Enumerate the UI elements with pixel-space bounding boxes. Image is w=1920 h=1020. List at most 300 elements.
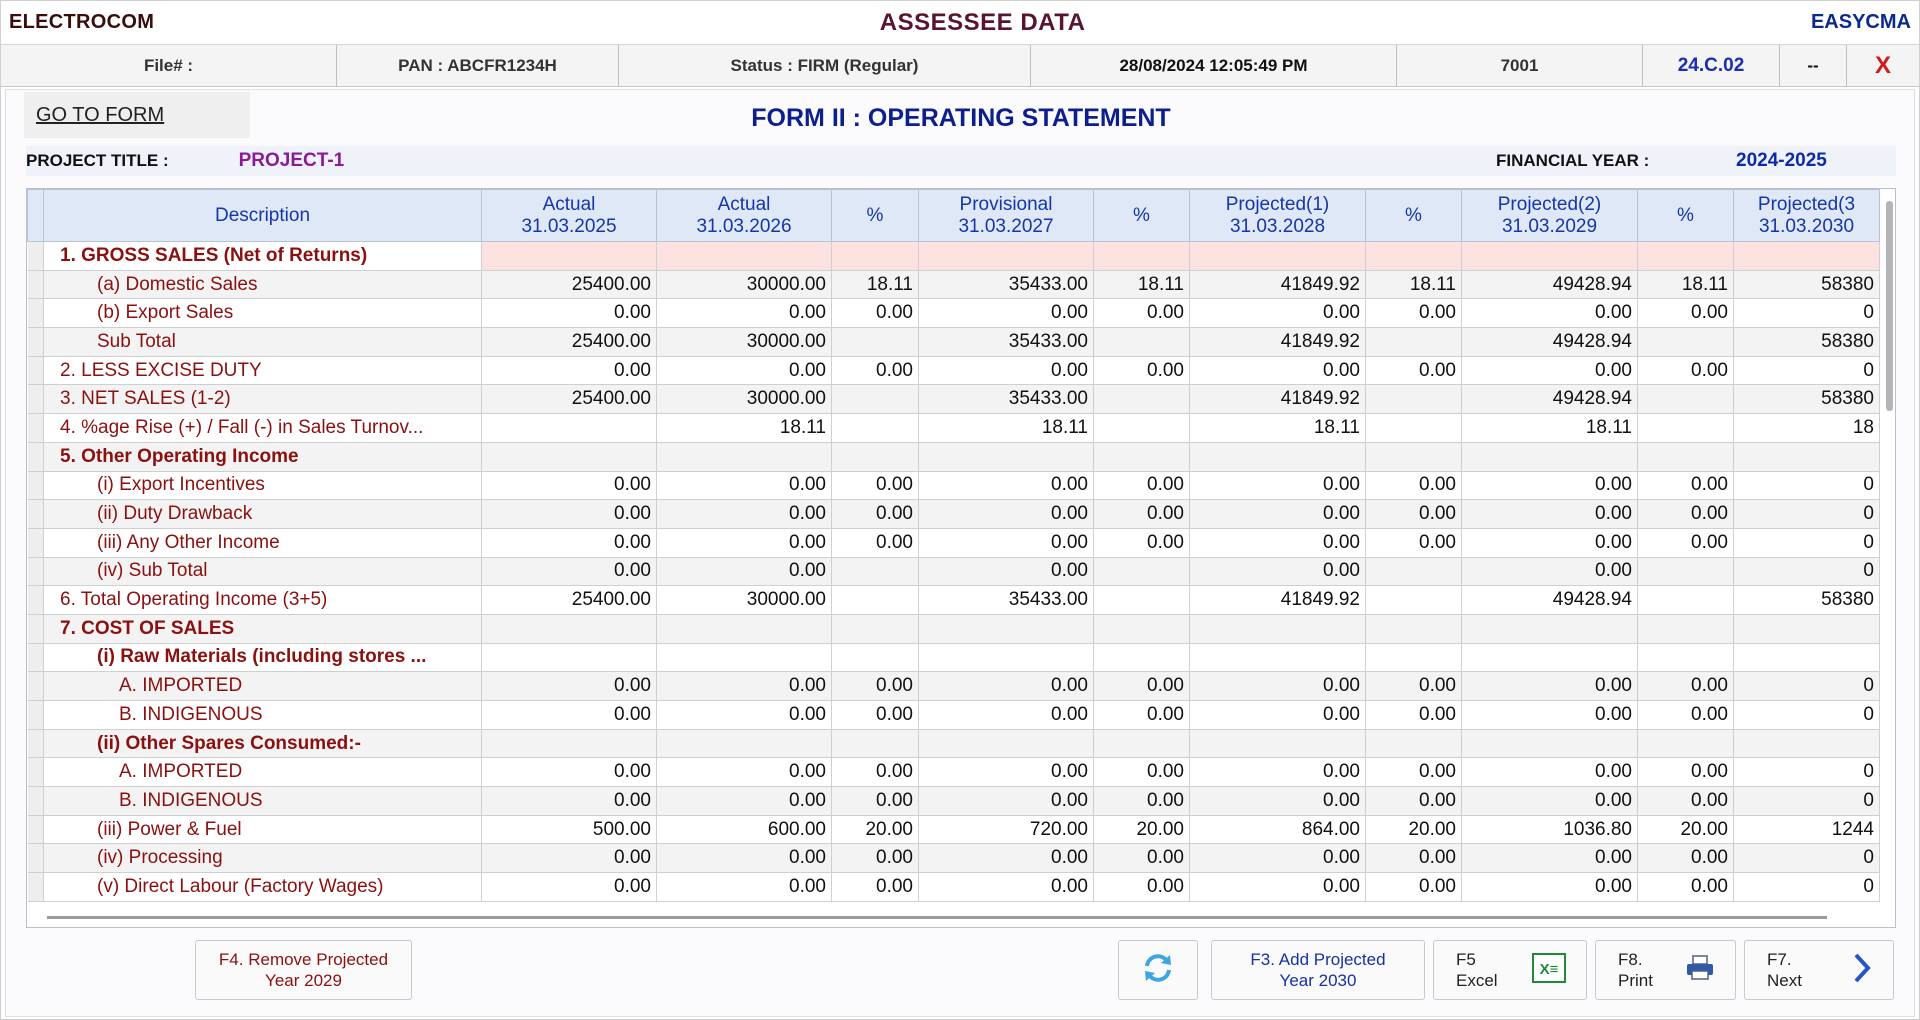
value-cell[interactable]: 0.00 bbox=[482, 787, 657, 816]
excel-button[interactable] bbox=[1433, 940, 1587, 1000]
row-selector[interactable] bbox=[28, 643, 44, 672]
value-cell[interactable]: 0.00 bbox=[832, 844, 919, 873]
value-cell[interactable] bbox=[1366, 557, 1462, 586]
value-cell[interactable] bbox=[1734, 643, 1880, 672]
value-cell[interactable]: 0.00 bbox=[1638, 471, 1734, 500]
value-cell[interactable]: 0.00 bbox=[832, 672, 919, 701]
row-selector[interactable] bbox=[28, 270, 44, 299]
value-cell[interactable] bbox=[482, 729, 657, 758]
value-cell[interactable]: 0.00 bbox=[482, 299, 657, 328]
column-header[interactable] bbox=[1462, 190, 1638, 242]
value-cell[interactable]: 0.00 bbox=[1462, 701, 1638, 730]
value-cell[interactable]: 35433.00 bbox=[919, 328, 1094, 357]
value-cell[interactable]: 0.00 bbox=[657, 844, 832, 873]
value-cell[interactable]: 0.00 bbox=[1190, 299, 1366, 328]
value-cell[interactable]: 0.00 bbox=[657, 356, 832, 385]
table-row bbox=[28, 701, 1880, 730]
value-cell[interactable]: 0.00 bbox=[832, 873, 919, 902]
add-projected-year-button[interactable] bbox=[1211, 940, 1425, 1000]
value-cell[interactable] bbox=[832, 414, 919, 443]
value-cell[interactable]: 1036.80 bbox=[1462, 815, 1638, 844]
row-description: 2. LESS EXCISE DUTY bbox=[44, 356, 482, 385]
value-cell[interactable] bbox=[1190, 442, 1366, 471]
value-cell[interactable] bbox=[1094, 729, 1190, 758]
value-cell[interactable] bbox=[832, 586, 919, 615]
print-button[interactable] bbox=[1595, 940, 1736, 1000]
value-cell[interactable]: 58380 bbox=[1734, 586, 1880, 615]
value-cell[interactable]: 0.00 bbox=[832, 787, 919, 816]
value-cell[interactable]: 600.00 bbox=[657, 815, 832, 844]
value-cell[interactable]: 41849.92 bbox=[1190, 385, 1366, 414]
value-cell[interactable]: 0.00 bbox=[1638, 299, 1734, 328]
value-cell[interactable]: 1244 bbox=[1734, 815, 1880, 844]
value-cell[interactable]: 18.11 bbox=[1638, 270, 1734, 299]
value-cell[interactable] bbox=[1638, 643, 1734, 672]
value-cell[interactable]: 0 bbox=[1734, 787, 1880, 816]
value-cell[interactable] bbox=[482, 614, 657, 643]
row-selector[interactable] bbox=[28, 815, 44, 844]
value-cell[interactable]: 0.00 bbox=[919, 844, 1094, 873]
value-cell[interactable]: 25400.00 bbox=[482, 385, 657, 414]
value-cell[interactable]: 0.00 bbox=[1190, 844, 1366, 873]
value-cell[interactable]: 0.00 bbox=[1190, 787, 1366, 816]
row-selector[interactable] bbox=[28, 873, 44, 902]
value-cell[interactable]: 0.00 bbox=[1638, 528, 1734, 557]
value-cell[interactable]: 0.00 bbox=[1094, 471, 1190, 500]
value-cell[interactable]: 0.00 bbox=[832, 701, 919, 730]
next-button[interactable] bbox=[1744, 940, 1894, 1000]
value-cell[interactable] bbox=[832, 557, 919, 586]
file-number: File# : bbox=[1, 45, 337, 86]
value-cell[interactable]: 20.00 bbox=[1638, 815, 1734, 844]
value-cell[interactable]: 0.00 bbox=[1094, 873, 1190, 902]
row-selector[interactable] bbox=[28, 299, 44, 328]
value-cell[interactable] bbox=[832, 442, 919, 471]
table-row bbox=[28, 270, 1880, 299]
value-cell[interactable]: 500.00 bbox=[482, 815, 657, 844]
value-cell[interactable]: 0.00 bbox=[919, 787, 1094, 816]
horizontal-scrollbar[interactable] bbox=[47, 916, 1827, 919]
value-cell[interactable]: 0.00 bbox=[1190, 672, 1366, 701]
value-cell[interactable]: 0.00 bbox=[1366, 873, 1462, 902]
value-cell[interactable] bbox=[1638, 557, 1734, 586]
value-cell[interactable]: 41849.92 bbox=[1190, 270, 1366, 299]
value-cell[interactable] bbox=[1462, 242, 1638, 271]
row-selector[interactable] bbox=[28, 471, 44, 500]
column-header[interactable] bbox=[1734, 190, 1880, 242]
column-header-label: Description bbox=[214, 204, 311, 226]
value-cell[interactable] bbox=[919, 729, 1094, 758]
value-cell[interactable]: 18.11 bbox=[1462, 414, 1638, 443]
value-cell[interactable]: 0 bbox=[1734, 356, 1880, 385]
column-header-label: % bbox=[866, 204, 884, 226]
value-cell[interactable]: 0.00 bbox=[832, 356, 919, 385]
value-cell[interactable] bbox=[1094, 557, 1190, 586]
form-area bbox=[5, 89, 1915, 1017]
remove-projected-year-button[interactable] bbox=[195, 940, 412, 1000]
value-cell[interactable]: 0.00 bbox=[1638, 873, 1734, 902]
value-cell[interactable]: 41849.92 bbox=[1190, 586, 1366, 615]
value-cell[interactable]: 0.00 bbox=[657, 500, 832, 529]
value-cell[interactable]: 18.11 bbox=[1190, 414, 1366, 443]
value-cell[interactable]: 0.00 bbox=[1366, 758, 1462, 787]
value-cell[interactable]: 0.00 bbox=[657, 758, 832, 787]
value-cell[interactable]: 0.00 bbox=[657, 471, 832, 500]
value-cell[interactable]: 0.00 bbox=[1462, 787, 1638, 816]
value-cell[interactable]: 0.00 bbox=[1366, 471, 1462, 500]
value-cell[interactable]: 0.00 bbox=[482, 500, 657, 529]
row-description: 6. Total Operating Income (3+5) bbox=[44, 586, 482, 615]
value-cell[interactable]: 0.00 bbox=[1366, 672, 1462, 701]
row-description: Sub Total bbox=[44, 328, 482, 357]
value-cell[interactable]: 0.00 bbox=[919, 557, 1094, 586]
value-cell[interactable]: 35433.00 bbox=[919, 385, 1094, 414]
value-cell[interactable]: 0.00 bbox=[657, 873, 832, 902]
value-cell[interactable] bbox=[1190, 242, 1366, 271]
value-cell[interactable]: 0.00 bbox=[1190, 356, 1366, 385]
row-selector[interactable] bbox=[28, 500, 44, 529]
value-cell[interactable] bbox=[657, 442, 832, 471]
column-header-label: % bbox=[1133, 204, 1150, 226]
value-cell[interactable]: 0.00 bbox=[482, 471, 657, 500]
value-cell[interactable]: 0.00 bbox=[1638, 701, 1734, 730]
project-title-value: PROJECT-1 bbox=[238, 150, 345, 171]
value-cell[interactable] bbox=[1638, 414, 1734, 443]
value-cell[interactable]: 0 bbox=[1734, 299, 1880, 328]
value-cell[interactable]: 20.00 bbox=[1366, 815, 1462, 844]
value-cell[interactable] bbox=[919, 442, 1094, 471]
row-selector[interactable] bbox=[28, 614, 44, 643]
value-cell[interactable]: 0.00 bbox=[1094, 356, 1190, 385]
value-cell[interactable]: 0.00 bbox=[657, 787, 832, 816]
value-cell[interactable]: 0.00 bbox=[482, 844, 657, 873]
value-cell[interactable] bbox=[482, 442, 657, 471]
value-cell[interactable]: 0.00 bbox=[1094, 701, 1190, 730]
value-cell[interactable]: 0 bbox=[1734, 873, 1880, 902]
value-cell[interactable] bbox=[832, 643, 919, 672]
value-cell[interactable] bbox=[482, 643, 657, 672]
value-cell[interactable]: 0.00 bbox=[1190, 528, 1366, 557]
value-cell[interactable]: 0.00 bbox=[1190, 758, 1366, 787]
value-cell[interactable]: 0.00 bbox=[1462, 299, 1638, 328]
value-cell[interactable] bbox=[1734, 442, 1880, 471]
value-cell[interactable]: 18.11 bbox=[657, 414, 832, 443]
row-selector[interactable] bbox=[28, 701, 44, 730]
row-selector[interactable] bbox=[28, 672, 44, 701]
row-selector[interactable] bbox=[28, 414, 44, 443]
value-cell[interactable]: 0.00 bbox=[1638, 356, 1734, 385]
value-cell[interactable]: 25400.00 bbox=[482, 328, 657, 357]
value-cell[interactable]: 0.00 bbox=[919, 701, 1094, 730]
value-cell[interactable]: 0.00 bbox=[1366, 500, 1462, 529]
value-cell[interactable]: 0.00 bbox=[919, 758, 1094, 787]
value-cell[interactable] bbox=[1094, 242, 1190, 271]
column-header[interactable] bbox=[657, 190, 832, 242]
column-header[interactable] bbox=[1190, 190, 1366, 242]
vertical-scrollbar[interactable] bbox=[1886, 201, 1893, 411]
row-selector[interactable] bbox=[28, 356, 44, 385]
value-cell[interactable] bbox=[1366, 242, 1462, 271]
value-cell[interactable]: 0.00 bbox=[832, 500, 919, 529]
row-selector[interactable] bbox=[28, 242, 44, 271]
row-selector[interactable] bbox=[28, 586, 44, 615]
value-cell[interactable]: 25400.00 bbox=[482, 270, 657, 299]
value-cell[interactable]: 0 bbox=[1734, 844, 1880, 873]
value-cell[interactable] bbox=[1462, 643, 1638, 672]
value-cell[interactable]: 0.00 bbox=[919, 471, 1094, 500]
excel-label: Excel bbox=[1456, 971, 1498, 990]
table-row bbox=[28, 787, 1880, 816]
value-cell[interactable] bbox=[1094, 614, 1190, 643]
row-description: 7. COST OF SALES bbox=[44, 614, 482, 643]
value-cell[interactable]: 0.00 bbox=[482, 356, 657, 385]
value-cell[interactable] bbox=[1638, 729, 1734, 758]
table-row bbox=[28, 557, 1880, 586]
value-cell[interactable]: 20.00 bbox=[1094, 815, 1190, 844]
value-cell[interactable]: 58380 bbox=[1734, 385, 1880, 414]
column-header[interactable] bbox=[44, 190, 482, 242]
value-cell[interactable] bbox=[919, 242, 1094, 271]
value-cell[interactable]: 0.00 bbox=[1094, 844, 1190, 873]
value-cell[interactable] bbox=[1462, 442, 1638, 471]
value-cell[interactable]: 41849.92 bbox=[1190, 328, 1366, 357]
value-cell[interactable]: 0.00 bbox=[1638, 672, 1734, 701]
value-cell[interactable]: 0.00 bbox=[919, 672, 1094, 701]
close-button[interactable]: X bbox=[1874, 51, 1891, 79]
value-cell[interactable]: 0.00 bbox=[832, 299, 919, 328]
value-cell[interactable]: 0 bbox=[1734, 672, 1880, 701]
value-cell[interactable] bbox=[1366, 414, 1462, 443]
row-selector[interactable] bbox=[28, 528, 44, 557]
value-cell[interactable]: 20.00 bbox=[832, 815, 919, 844]
value-cell[interactable]: 0.00 bbox=[1094, 528, 1190, 557]
table-row bbox=[28, 614, 1880, 643]
value-cell[interactable]: 18.11 bbox=[832, 270, 919, 299]
value-cell[interactable] bbox=[832, 242, 919, 271]
value-cell[interactable]: 0.00 bbox=[1190, 500, 1366, 529]
table-row bbox=[28, 815, 1880, 844]
value-cell[interactable]: 35433.00 bbox=[919, 270, 1094, 299]
value-cell[interactable]: 0.00 bbox=[1094, 787, 1190, 816]
value-cell[interactable]: 0 bbox=[1734, 500, 1880, 529]
value-cell[interactable]: 0.00 bbox=[1462, 672, 1638, 701]
value-cell[interactable]: 0.00 bbox=[482, 701, 657, 730]
row-selector[interactable] bbox=[28, 758, 44, 787]
value-cell[interactable] bbox=[1638, 442, 1734, 471]
column-header[interactable] bbox=[832, 190, 919, 242]
value-cell[interactable]: 0.00 bbox=[482, 672, 657, 701]
value-cell[interactable] bbox=[1094, 385, 1190, 414]
value-cell[interactable] bbox=[1734, 242, 1880, 271]
value-cell[interactable] bbox=[657, 614, 832, 643]
value-cell[interactable] bbox=[1094, 442, 1190, 471]
value-cell[interactable]: 720.00 bbox=[919, 815, 1094, 844]
row-selector[interactable] bbox=[28, 787, 44, 816]
value-cell[interactable]: 18.11 bbox=[1094, 270, 1190, 299]
value-cell[interactable]: 0.00 bbox=[1462, 356, 1638, 385]
row-selector[interactable] bbox=[28, 844, 44, 873]
value-cell[interactable] bbox=[1638, 614, 1734, 643]
value-cell[interactable]: 0.00 bbox=[482, 873, 657, 902]
value-cell[interactable]: 0.00 bbox=[919, 299, 1094, 328]
value-cell[interactable]: 58380 bbox=[1734, 270, 1880, 299]
value-cell[interactable]: 0.00 bbox=[1462, 758, 1638, 787]
value-cell[interactable] bbox=[1366, 643, 1462, 672]
value-cell[interactable] bbox=[832, 385, 919, 414]
value-cell[interactable] bbox=[482, 242, 657, 271]
value-cell[interactable]: 30000.00 bbox=[657, 328, 832, 357]
value-cell[interactable] bbox=[1638, 328, 1734, 357]
value-cell[interactable]: 0.00 bbox=[1366, 528, 1462, 557]
value-cell[interactable] bbox=[919, 643, 1094, 672]
value-cell[interactable]: 49428.94 bbox=[1462, 270, 1638, 299]
value-cell[interactable]: 30000.00 bbox=[657, 385, 832, 414]
value-cell[interactable]: 0.00 bbox=[832, 471, 919, 500]
value-cell[interactable]: 0 bbox=[1734, 471, 1880, 500]
value-cell[interactable] bbox=[1094, 586, 1190, 615]
value-cell[interactable] bbox=[1734, 614, 1880, 643]
refresh-icon bbox=[1140, 950, 1176, 991]
value-cell[interactable]: 0.00 bbox=[919, 528, 1094, 557]
value-cell[interactable]: 0.00 bbox=[1366, 299, 1462, 328]
column-header[interactable] bbox=[1638, 190, 1734, 242]
value-cell[interactable]: 0.00 bbox=[657, 528, 832, 557]
go-to-form-button[interactable]: GO TO FORM bbox=[24, 92, 250, 138]
value-cell[interactable]: 25400.00 bbox=[482, 586, 657, 615]
value-cell[interactable]: 0.00 bbox=[1094, 299, 1190, 328]
value-cell[interactable]: 0 bbox=[1734, 557, 1880, 586]
value-cell[interactable]: 18 bbox=[1734, 414, 1880, 443]
operating-statement-grid[interactable] bbox=[26, 188, 1896, 928]
table-row bbox=[28, 471, 1880, 500]
value-cell[interactable]: 0.00 bbox=[1190, 873, 1366, 902]
row-selector[interactable] bbox=[28, 729, 44, 758]
value-cell[interactable]: 0.00 bbox=[1366, 844, 1462, 873]
value-cell[interactable]: 0.00 bbox=[1462, 528, 1638, 557]
form-title: FORM II : OPERATING STATEMENT bbox=[751, 104, 1171, 132]
value-cell[interactable] bbox=[1638, 385, 1734, 414]
row-description: (iii) Power & Fuel bbox=[44, 815, 482, 844]
value-cell[interactable]: 0.00 bbox=[482, 557, 657, 586]
value-cell[interactable] bbox=[1190, 729, 1366, 758]
value-cell[interactable]: 0.00 bbox=[1462, 557, 1638, 586]
value-cell[interactable]: 0.00 bbox=[919, 356, 1094, 385]
value-cell[interactable]: 49428.94 bbox=[1462, 586, 1638, 615]
value-cell[interactable] bbox=[1366, 442, 1462, 471]
value-cell[interactable]: 0.00 bbox=[919, 873, 1094, 902]
value-cell[interactable]: 30000.00 bbox=[657, 270, 832, 299]
value-cell[interactable]: 0.00 bbox=[482, 528, 657, 557]
value-cell[interactable] bbox=[1190, 643, 1366, 672]
value-cell[interactable]: 18.11 bbox=[1366, 270, 1462, 299]
value-cell[interactable] bbox=[1462, 614, 1638, 643]
value-cell[interactable] bbox=[1094, 643, 1190, 672]
column-header[interactable] bbox=[919, 190, 1094, 242]
value-cell[interactable]: 0 bbox=[1734, 758, 1880, 787]
row-description: (b) Export Sales bbox=[44, 299, 482, 328]
value-cell[interactable]: 0.00 bbox=[1638, 787, 1734, 816]
value-cell[interactable] bbox=[1366, 586, 1462, 615]
value-cell[interactable]: 0.00 bbox=[657, 557, 832, 586]
remove-projected-line2: Year 2029 bbox=[265, 971, 342, 990]
column-header-label: Projected(3 bbox=[1757, 193, 1856, 215]
value-cell[interactable]: 0 bbox=[1734, 528, 1880, 557]
value-cell[interactable]: 0.00 bbox=[1190, 471, 1366, 500]
value-cell[interactable]: 0.00 bbox=[1094, 758, 1190, 787]
value-cell[interactable] bbox=[657, 729, 832, 758]
pan-number: PAN : ABCFR1234H bbox=[337, 45, 619, 86]
value-cell[interactable] bbox=[1366, 328, 1462, 357]
value-cell[interactable]: 18.11 bbox=[919, 414, 1094, 443]
value-cell[interactable] bbox=[919, 614, 1094, 643]
value-cell[interactable] bbox=[1094, 414, 1190, 443]
value-cell[interactable]: 0.00 bbox=[1462, 873, 1638, 902]
value-cell[interactable]: 49428.94 bbox=[1462, 328, 1638, 357]
value-cell[interactable]: 0.00 bbox=[832, 528, 919, 557]
value-cell[interactable]: 0.00 bbox=[657, 672, 832, 701]
row-selector[interactable] bbox=[28, 385, 44, 414]
value-cell[interactable] bbox=[1638, 586, 1734, 615]
value-cell[interactable]: 0.00 bbox=[1462, 844, 1638, 873]
value-cell[interactable] bbox=[1366, 385, 1462, 414]
value-cell[interactable] bbox=[832, 729, 919, 758]
value-cell[interactable]: 0.00 bbox=[1638, 500, 1734, 529]
value-cell[interactable] bbox=[1734, 729, 1880, 758]
value-cell[interactable] bbox=[1366, 729, 1462, 758]
value-cell[interactable]: 0.00 bbox=[1366, 701, 1462, 730]
value-cell[interactable] bbox=[657, 643, 832, 672]
value-cell[interactable]: 0.00 bbox=[1094, 672, 1190, 701]
value-cell[interactable] bbox=[482, 414, 657, 443]
value-cell[interactable]: 49428.94 bbox=[1462, 385, 1638, 414]
value-cell[interactable] bbox=[1366, 614, 1462, 643]
column-header[interactable] bbox=[482, 190, 657, 242]
value-cell[interactable]: 0.00 bbox=[1366, 787, 1462, 816]
value-cell[interactable] bbox=[1094, 328, 1190, 357]
value-cell[interactable]: 0.00 bbox=[1366, 356, 1462, 385]
value-cell[interactable] bbox=[657, 242, 832, 271]
value-cell[interactable]: 0.00 bbox=[1462, 471, 1638, 500]
value-cell[interactable]: 0.00 bbox=[1638, 758, 1734, 787]
value-cell[interactable] bbox=[1462, 729, 1638, 758]
value-cell[interactable]: 0.00 bbox=[482, 758, 657, 787]
value-cell[interactable] bbox=[832, 614, 919, 643]
column-header[interactable] bbox=[1366, 190, 1462, 242]
value-cell[interactable] bbox=[832, 328, 919, 357]
value-cell[interactable]: 0.00 bbox=[657, 299, 832, 328]
value-cell[interactable]: 30000.00 bbox=[657, 586, 832, 615]
column-header[interactable] bbox=[1094, 190, 1190, 242]
value-cell[interactable]: 0.00 bbox=[1094, 500, 1190, 529]
row-selector[interactable] bbox=[28, 442, 44, 471]
value-cell[interactable]: 0.00 bbox=[1190, 557, 1366, 586]
value-cell[interactable]: 0 bbox=[1734, 701, 1880, 730]
value-cell[interactable]: 864.00 bbox=[1190, 815, 1366, 844]
value-cell[interactable]: 0.00 bbox=[1638, 844, 1734, 873]
row-selector[interactable] bbox=[28, 557, 44, 586]
value-cell[interactable]: 0.00 bbox=[919, 500, 1094, 529]
value-cell[interactable]: 0.00 bbox=[657, 701, 832, 730]
value-cell[interactable]: 0.00 bbox=[1190, 701, 1366, 730]
value-cell[interactable]: 0.00 bbox=[832, 758, 919, 787]
value-cell[interactable] bbox=[1638, 242, 1734, 271]
value-cell[interactable] bbox=[1190, 614, 1366, 643]
value-cell[interactable]: 58380 bbox=[1734, 328, 1880, 357]
value-cell[interactable]: 35433.00 bbox=[919, 586, 1094, 615]
row-selector[interactable] bbox=[28, 328, 44, 357]
value-cell[interactable]: 0.00 bbox=[1462, 500, 1638, 529]
refresh-button[interactable] bbox=[1118, 940, 1198, 1000]
